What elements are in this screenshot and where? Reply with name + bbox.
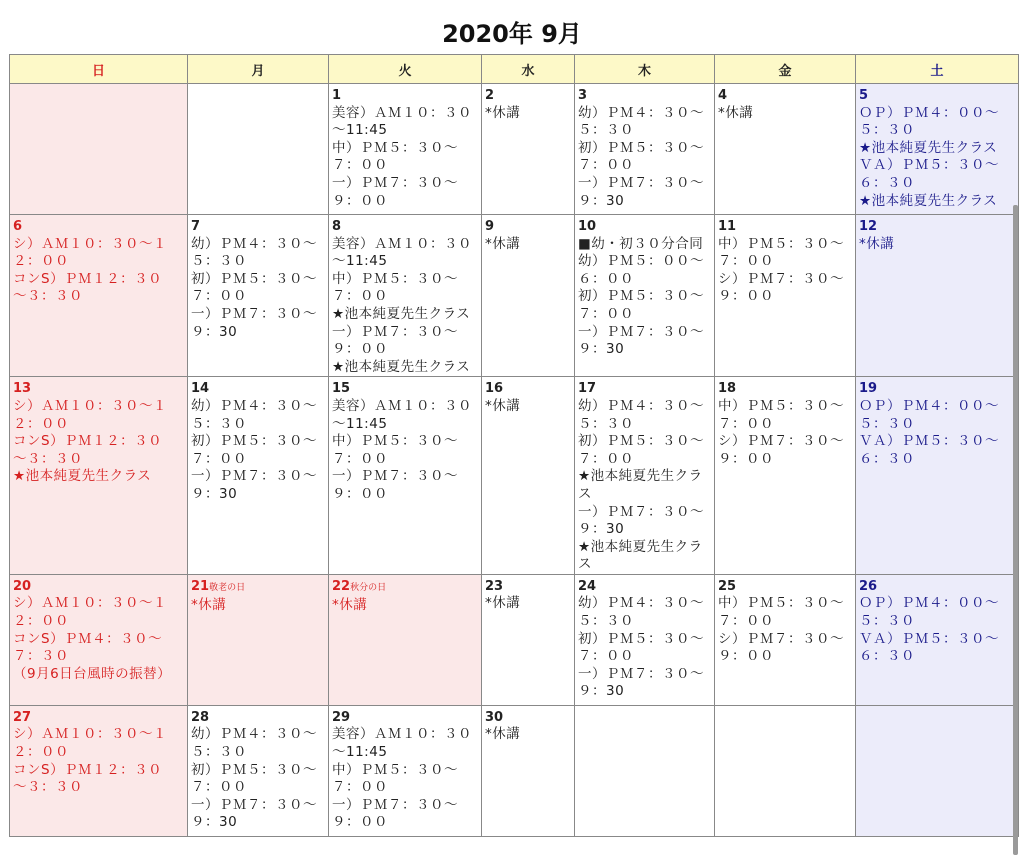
day-cell xyxy=(856,705,1019,836)
day-number-text: 13 xyxy=(13,381,32,397)
day-number-text: 14 xyxy=(191,381,210,397)
day-number xyxy=(485,709,571,727)
day-number xyxy=(485,87,571,105)
schedule-line: ７：００ xyxy=(578,648,634,665)
day-number-text: 17 xyxy=(578,381,597,397)
schedule-line: 初）ＰＭ５：３０～ xyxy=(578,630,704,647)
week-row xyxy=(10,705,1019,836)
day-cell xyxy=(188,215,329,377)
schedule-line: ９：００ xyxy=(332,341,388,358)
schedule-line: ～11:45 xyxy=(332,415,388,432)
day-number xyxy=(859,218,1015,236)
schedule-line: 初）ＰＭ５：３０～ xyxy=(578,288,704,305)
day-number xyxy=(718,218,852,236)
day-number-text: 7 xyxy=(191,219,201,234)
weekday-header-thu: 木 xyxy=(575,55,715,84)
day-cell xyxy=(856,377,1019,575)
day-number-text: 28 xyxy=(191,709,210,725)
day-number xyxy=(332,709,478,727)
day-cell xyxy=(329,574,482,705)
schedule-line: 初）ＰＭ５：３０～ xyxy=(191,433,317,450)
schedule-line: 中）ＰＭ５：３０～ xyxy=(718,235,844,252)
schedule-line: ★池本純夏先生クラス xyxy=(859,192,998,209)
schedule-line: 初）ＰＭ５：３０～ xyxy=(191,761,317,778)
day-number xyxy=(13,380,184,398)
day-cell xyxy=(856,215,1019,377)
schedule-line: 一）ＰＭ７：３０～ xyxy=(191,468,317,485)
schedule-line: 初）ＰＭ５：３０～ xyxy=(191,270,317,287)
schedule-line: ７：００ xyxy=(191,450,247,467)
calendar-grid xyxy=(9,54,1019,837)
day-cell xyxy=(329,215,482,377)
schedule-line: コンS）ＰＭ１２：３０ xyxy=(13,433,163,450)
schedule-line: ５：３０ xyxy=(191,253,247,270)
day-number-text: 26 xyxy=(859,578,878,594)
schedule-line: 一）ＰＭ７：３０～ xyxy=(578,323,704,340)
schedule-line: ＯＰ）ＰＭ４：００～ xyxy=(859,595,999,612)
schedule-line: ～11:45 xyxy=(332,744,388,761)
day-number-text: 3 xyxy=(578,88,588,103)
schedule-line: ７：３０ xyxy=(13,648,69,665)
schedule-line: 幼）ＰＭ４：３０～ xyxy=(578,104,704,121)
schedule-line: ９：30 xyxy=(191,485,238,502)
schedule-line: ～11:45 xyxy=(332,122,388,139)
day-cell xyxy=(329,84,482,215)
day-cell xyxy=(575,705,715,836)
day-number xyxy=(859,380,1015,398)
day-number-text: 10 xyxy=(578,219,597,234)
day-number-text: 4 xyxy=(718,88,728,103)
schedule-line: ７：００ xyxy=(191,288,247,305)
schedule-line: ＯＰ）ＰＭ４：００～ xyxy=(859,397,999,414)
schedule-line: ９：30 xyxy=(578,521,625,538)
schedule-line: ５：３０ xyxy=(578,122,634,139)
schedule-line: 幼）ＰＭ４：３０～ xyxy=(578,397,704,414)
schedule-line: 初）ＰＭ５：３０～ xyxy=(578,139,704,156)
day-number-text: 27 xyxy=(13,709,32,725)
schedule-line: シ）ＡＭ１０：３０～１ xyxy=(13,397,167,414)
schedule-line: 幼）ＰＭ４：３０～ xyxy=(191,235,317,252)
schedule-line: 一）ＰＭ７：３０～ xyxy=(191,305,317,322)
schedule-line: ～３：３０ xyxy=(13,288,83,305)
day-number xyxy=(718,87,852,105)
schedule-line: ９：００ xyxy=(332,192,388,209)
schedule-line: ★池本純夏先生クラ xyxy=(578,468,703,485)
day-cell xyxy=(482,574,575,705)
schedule-line: シ）ＡＭ１０：３０～１ xyxy=(13,235,167,252)
schedule-line: ９：30 xyxy=(578,192,625,209)
schedule-line: シ）ＰＭ７：３０～ xyxy=(718,270,844,287)
schedule-line: シ）ＡＭ１０：３０～１ xyxy=(13,726,167,743)
schedule-line: ７：００ xyxy=(332,779,388,796)
schedule-line: 幼）ＰＭ５：００～ xyxy=(578,253,704,270)
day-cell xyxy=(188,705,329,836)
day-number-text: 30 xyxy=(485,709,504,725)
schedule-line: 幼）ＰＭ４：３０～ xyxy=(191,397,317,414)
day-number-text: 21 xyxy=(191,578,210,594)
day-cell xyxy=(575,574,715,705)
schedule-line: ７：００ xyxy=(578,305,634,322)
schedule-line: *休講 xyxy=(485,726,521,743)
schedule-line: 一）ＰＭ７：３０～ xyxy=(332,323,458,340)
week-row xyxy=(10,377,1019,575)
schedule-line: ７：００ xyxy=(718,253,774,270)
day-number xyxy=(191,380,325,398)
day-cell xyxy=(188,84,329,215)
weekday-header-sun: 日 xyxy=(10,55,188,84)
day-number-text: 20 xyxy=(13,578,32,594)
schedule-line: ５：３０ xyxy=(859,613,915,630)
day-number-text: 22 xyxy=(332,578,351,594)
day-cell xyxy=(575,84,715,215)
schedule-line: ５：３０ xyxy=(578,415,634,432)
day-number-text: 5 xyxy=(859,88,869,103)
schedule-line: ７：００ xyxy=(718,613,774,630)
weekday-header-mon: 月 xyxy=(188,55,329,84)
schedule-line: ７：００ xyxy=(332,288,388,305)
day-number-text: 6 xyxy=(13,219,23,234)
schedule-line: ６：００ xyxy=(578,270,634,287)
weekday-header-fri: 金 xyxy=(715,55,856,84)
schedule-line: 美容）ＡＭ１０：３０ xyxy=(332,726,472,743)
schedule-line: 一）ＰＭ７：３０～ xyxy=(332,796,458,813)
schedule-line: ～11:45 xyxy=(332,253,388,270)
day-cell xyxy=(329,705,482,836)
schedule-line: 幼）ＰＭ４：３０～ xyxy=(191,726,317,743)
day-cell xyxy=(856,84,1019,215)
schedule-line: ９：００ xyxy=(718,288,774,305)
schedule-line: ２：００ xyxy=(13,744,69,761)
day-cell xyxy=(10,377,188,575)
schedule-line: ７：００ xyxy=(332,157,388,174)
day-number xyxy=(332,87,478,105)
schedule-line: ★池本純夏先生クラス xyxy=(13,468,152,485)
schedule-line: ＶＡ）ＰＭ５：３０～ xyxy=(859,433,999,450)
schedule-line: ス xyxy=(578,556,592,573)
weekday-header-tue: 火 xyxy=(329,55,482,84)
day-cell xyxy=(715,215,856,377)
schedule-line: *休講 xyxy=(859,235,895,252)
schedule-line: ２：００ xyxy=(13,415,69,432)
day-number xyxy=(191,218,325,236)
day-number-text: 12 xyxy=(859,219,878,234)
schedule-line: 中）ＰＭ５：３０～ xyxy=(332,761,458,778)
schedule-line: ５：３０ xyxy=(859,122,915,139)
schedule-line: ５：３０ xyxy=(191,744,247,761)
schedule-line: ７：００ xyxy=(191,779,247,796)
schedule-line: ★池本純夏先生クラ xyxy=(578,538,703,555)
schedule-line: 幼）ＰＭ４：３０～ xyxy=(578,595,704,612)
schedule-line: ■幼・初３０分合同 xyxy=(578,235,704,252)
day-cell xyxy=(856,574,1019,705)
day-number-text: 18 xyxy=(718,381,737,397)
schedule-line: ス xyxy=(578,485,592,502)
schedule-line: ７：００ xyxy=(578,450,634,467)
day-cell xyxy=(575,377,715,575)
schedule-line: *休講 xyxy=(485,397,521,414)
schedule-line: 美容）ＡＭ１０：３０ xyxy=(332,235,472,252)
schedule-line: *休講 xyxy=(485,595,521,612)
day-cell xyxy=(482,377,575,575)
day-cell xyxy=(482,705,575,836)
schedule-line: ７：００ xyxy=(718,415,774,432)
schedule-line: ＶＡ）ＰＭ５：３０～ xyxy=(859,630,999,647)
week-row xyxy=(10,84,1019,215)
holiday-name: 敬老の日 xyxy=(209,582,246,593)
day-number xyxy=(13,709,184,727)
day-cell xyxy=(188,574,329,705)
day-number-text: 8 xyxy=(332,219,342,234)
day-number-text: 24 xyxy=(578,578,597,594)
day-number xyxy=(485,578,571,596)
schedule-line: ９：００ xyxy=(332,485,388,502)
schedule-line: ９：30 xyxy=(578,341,625,358)
schedule-line: ★池本純夏先生クラス xyxy=(332,358,471,375)
schedule-line: コンS）ＰＭ１２：３０ xyxy=(13,270,163,287)
schedule-line: ５：３０ xyxy=(191,415,247,432)
scrollbar-thumb[interactable] xyxy=(1013,205,1018,855)
day-number-text: 29 xyxy=(332,709,351,725)
schedule-line: ６：３０ xyxy=(859,450,915,467)
day-number-text: 19 xyxy=(859,381,878,397)
schedule-line: ９：30 xyxy=(191,814,238,831)
day-number-text: 11 xyxy=(718,219,737,234)
day-number xyxy=(332,380,478,398)
day-number xyxy=(13,218,184,236)
day-cell xyxy=(715,84,856,215)
schedule-line: 中）ＰＭ５：３０～ xyxy=(332,433,458,450)
weekday-header-wed: 水 xyxy=(482,55,575,84)
day-number xyxy=(578,380,711,398)
schedule-line: 一）ＰＭ７：３０～ xyxy=(578,503,704,520)
schedule-line: ＯＰ）ＰＭ４：００～ xyxy=(859,104,999,121)
schedule-line: 中）ＰＭ５：３０～ xyxy=(332,270,458,287)
day-cell xyxy=(715,377,856,575)
schedule-line: ★池本純夏先生クラス xyxy=(859,139,998,156)
schedule-line: ９：30 xyxy=(578,683,625,700)
schedule-line: （9月6日台風時の振替） xyxy=(13,665,172,682)
day-number xyxy=(191,709,325,727)
schedule-line: 中）ＰＭ５：３０～ xyxy=(718,397,844,414)
schedule-line: 初）ＰＭ５：３０～ xyxy=(578,433,704,450)
day-cell xyxy=(188,377,329,575)
schedule-line: ９：００ xyxy=(718,648,774,665)
day-number xyxy=(859,87,1015,105)
day-cell xyxy=(10,84,188,215)
day-number-text: 2 xyxy=(485,88,495,103)
schedule-line: 美容）ＡＭ１０：３０ xyxy=(332,397,472,414)
day-cell xyxy=(715,574,856,705)
schedule-line: コンS）ＰＭ４：３０～ xyxy=(13,630,163,647)
day-number xyxy=(578,87,711,105)
day-number xyxy=(191,578,325,598)
day-number-text: 1 xyxy=(332,88,342,103)
schedule-line: ６：３０ xyxy=(859,648,915,665)
day-cell xyxy=(10,574,188,705)
schedule-line: 一）ＰＭ７：３０～ xyxy=(578,665,704,682)
schedule-line: *休講 xyxy=(485,104,521,121)
schedule-line: ５：３０ xyxy=(578,613,634,630)
schedule-line: 一）ＰＭ７：３０～ xyxy=(191,796,317,813)
schedule-line: ～３：３０ xyxy=(13,779,83,796)
day-number xyxy=(13,578,184,596)
weekday-header-sat: 土 xyxy=(856,55,1019,84)
day-number xyxy=(859,578,1015,596)
schedule-line: ７：００ xyxy=(578,157,634,174)
schedule-line: ２：００ xyxy=(13,613,69,630)
schedule-line: ７：００ xyxy=(332,450,388,467)
schedule-line: 美容）ＡＭ１０：３０ xyxy=(332,104,472,121)
day-number xyxy=(578,218,711,236)
schedule-line: 一）ＰＭ７：３０～ xyxy=(332,174,458,191)
day-number xyxy=(578,578,711,596)
schedule-line: コンS）ＰＭ１２：３０ xyxy=(13,761,163,778)
week-row xyxy=(10,574,1019,705)
day-number-text: 23 xyxy=(485,578,504,594)
schedule-line: 中）ＰＭ５：３０～ xyxy=(718,595,844,612)
schedule-line: 一）ＰＭ７：３０～ xyxy=(332,468,458,485)
day-number-text: 9 xyxy=(485,219,495,234)
weekday-header-row xyxy=(10,55,1019,84)
schedule-line: ６：３０ xyxy=(859,174,915,191)
schedule-line: シ）ＡＭ１０：３０～１ xyxy=(13,595,167,612)
day-number xyxy=(332,578,478,598)
day-number xyxy=(485,218,571,236)
day-number xyxy=(485,380,571,398)
day-number xyxy=(718,578,852,596)
schedule-line: ２：００ xyxy=(13,253,69,270)
schedule-line: *休講 xyxy=(191,597,227,614)
week-row xyxy=(10,215,1019,377)
schedule-line: ５：３０ xyxy=(859,415,915,432)
day-cell xyxy=(10,215,188,377)
day-number xyxy=(718,380,852,398)
schedule-line: *休講 xyxy=(718,104,754,121)
schedule-line: シ）ＰＭ７：３０～ xyxy=(718,630,844,647)
schedule-line: 一）ＰＭ７：３０～ xyxy=(578,174,704,191)
day-number-text: 16 xyxy=(485,381,504,397)
day-cell xyxy=(10,705,188,836)
holiday-name: 秋分の日 xyxy=(350,582,387,593)
calendar-title: 2020年 9月 xyxy=(442,20,582,48)
day-cell xyxy=(575,215,715,377)
day-cell xyxy=(482,84,575,215)
day-cell xyxy=(482,215,575,377)
day-cell xyxy=(329,377,482,575)
day-number-text: 15 xyxy=(332,381,351,397)
schedule-line: ＶＡ）ＰＭ５：３０～ xyxy=(859,157,999,174)
schedule-line: シ）ＰＭ７：３０～ xyxy=(718,433,844,450)
day-cell xyxy=(715,705,856,836)
schedule-line: ９：００ xyxy=(718,450,774,467)
schedule-line: ★池本純夏先生クラス xyxy=(332,305,471,322)
schedule-line: ９：30 xyxy=(191,323,238,340)
schedule-line: ９：００ xyxy=(332,814,388,831)
schedule-line: ～３：３０ xyxy=(13,450,83,467)
schedule-line: *休講 xyxy=(485,235,521,252)
schedule-line: 中）ＰＭ５：３０～ xyxy=(332,139,458,156)
schedule-line: *休講 xyxy=(332,597,368,614)
day-number xyxy=(332,218,478,236)
day-number-text: 25 xyxy=(718,578,737,594)
